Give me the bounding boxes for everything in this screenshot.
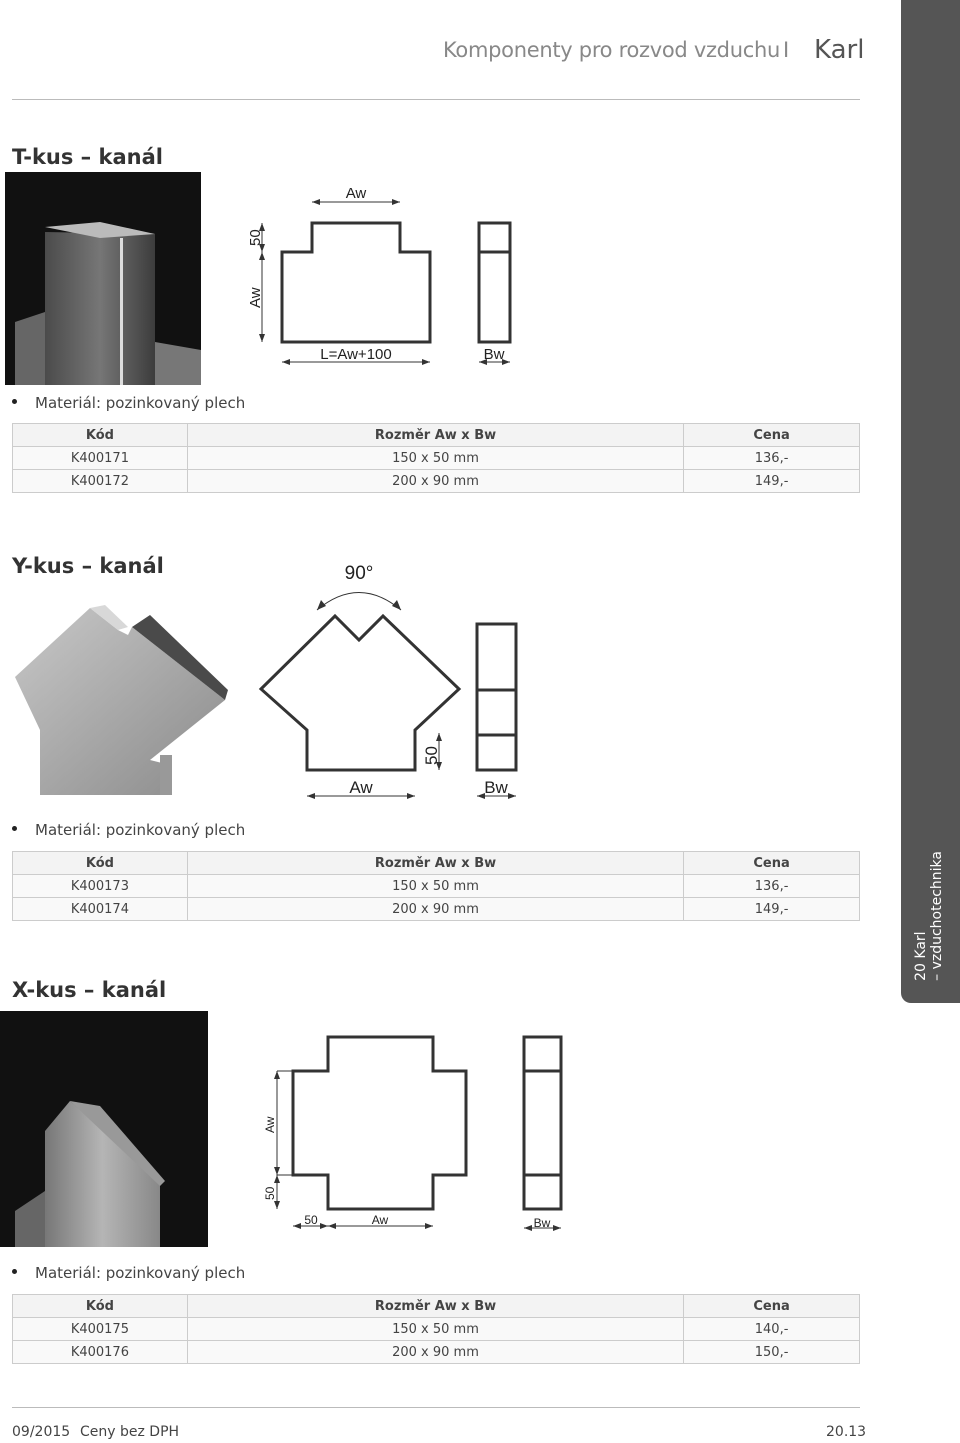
table-row	[13, 898, 860, 921]
header-separator: I	[783, 38, 790, 62]
t-kus-photo	[5, 172, 201, 385]
cell-code: K400175	[13, 1318, 188, 1341]
footer-date: 09/2015	[12, 1424, 71, 1440]
t-dim-length: L=Aw+100	[320, 346, 392, 363]
col-size: Rozměr Aw x Bw	[187, 1295, 683, 1318]
col-size: Rozměr Aw x Bw	[187, 852, 683, 875]
table-header-row	[13, 424, 860, 447]
table-row	[13, 470, 860, 493]
side-tab-line1: 20 Karl	[913, 931, 929, 981]
footer-page-number: 20.13	[826, 1424, 867, 1440]
header-brand: Karl	[814, 35, 865, 65]
table-header-row	[13, 1295, 860, 1318]
x-kus-table	[12, 1294, 860, 1364]
table-header-row	[13, 852, 860, 875]
cell-price: 149,-	[684, 470, 860, 493]
cell-price: 136,-	[684, 447, 860, 470]
x-dim-bw: Bw	[533, 1216, 551, 1230]
t-kus-material-text: Materiál: pozinkovaný plech	[35, 394, 246, 412]
y-kus-material	[12, 821, 245, 839]
y-dim-angle: 90°	[344, 563, 374, 584]
table-row	[13, 1318, 860, 1341]
y-kus-photo	[10, 605, 235, 800]
cell-size: 200 x 90 mm	[187, 898, 683, 921]
section-title-y-kus: Y-kus – kanál	[12, 554, 164, 578]
header-title: Komponenty pro rozvod vzduchu	[443, 38, 780, 62]
bullet-icon	[12, 1269, 17, 1274]
cell-price: 150,-	[684, 1341, 860, 1364]
t-dim-bw: Bw	[483, 346, 505, 363]
x-dim-aw-side: Aw	[263, 1116, 277, 1133]
side-tab	[901, 0, 960, 1003]
y-dim-bw: Bw	[484, 778, 508, 797]
col-price: Cena	[684, 1295, 860, 1318]
col-size: Rozměr Aw x Bw	[187, 424, 683, 447]
x-kus-material-text: Materiál: pozinkovaný plech	[35, 1264, 246, 1282]
col-price: Cena	[684, 852, 860, 875]
t-dim-aw: Aw	[345, 185, 367, 202]
side-tab-text	[913, 851, 945, 981]
x-dim-aw: Aw	[371, 1213, 389, 1227]
section-title-t-kus: T-kus – kanál	[12, 145, 163, 169]
cell-price: 149,-	[684, 898, 860, 921]
x-dim-50-bottom: 50	[304, 1213, 318, 1227]
y-dim-aw: Aw	[349, 778, 373, 797]
y-kus-table	[12, 851, 860, 921]
table-row	[13, 447, 860, 470]
cell-size: 150 x 50 mm	[187, 447, 683, 470]
y-kus-drawing	[255, 555, 545, 809]
cell-code: K400173	[13, 875, 188, 898]
cell-price: 140,-	[684, 1318, 860, 1341]
cell-code: K400172	[13, 470, 188, 493]
col-price: Cena	[684, 424, 860, 447]
bullet-icon	[12, 826, 17, 831]
cell-code: K400176	[13, 1341, 188, 1364]
cell-size: 150 x 50 mm	[187, 875, 683, 898]
cell-code: K400171	[13, 447, 188, 470]
cell-size: 150 x 50 mm	[187, 1318, 683, 1341]
bullet-icon	[12, 399, 17, 404]
footer-divider	[12, 1407, 860, 1408]
col-code: Kód	[13, 424, 188, 447]
footer-note: Ceny bez DPH	[80, 1424, 180, 1440]
col-code: Kód	[13, 1295, 188, 1318]
section-title-x-kus: X-kus – kanál	[12, 978, 167, 1002]
header-divider	[12, 99, 860, 100]
x-kus-photo	[0, 1011, 208, 1247]
t-kus-material	[12, 394, 245, 412]
t-kus-table	[12, 423, 860, 493]
y-kus-material-text: Materiál: pozinkovaný plech	[35, 821, 246, 839]
side-tab-line2: – vzduchotechnika	[929, 851, 945, 981]
t-dim-50: 50	[247, 229, 264, 246]
cell-price: 136,-	[684, 875, 860, 898]
x-kus-drawing	[255, 1030, 575, 1239]
x-kus-material	[12, 1264, 245, 1282]
t-kus-drawing	[230, 180, 530, 374]
y-dim-50: 50	[422, 746, 441, 765]
x-dim-50-side: 50	[263, 1186, 277, 1200]
col-code: Kód	[13, 852, 188, 875]
t-dim-aw-side: Aw	[247, 287, 264, 308]
cell-size: 200 x 90 mm	[187, 470, 683, 493]
table-row	[13, 1341, 860, 1364]
table-row	[13, 875, 860, 898]
cell-code: K400174	[13, 898, 188, 921]
cell-size: 200 x 90 mm	[187, 1341, 683, 1364]
